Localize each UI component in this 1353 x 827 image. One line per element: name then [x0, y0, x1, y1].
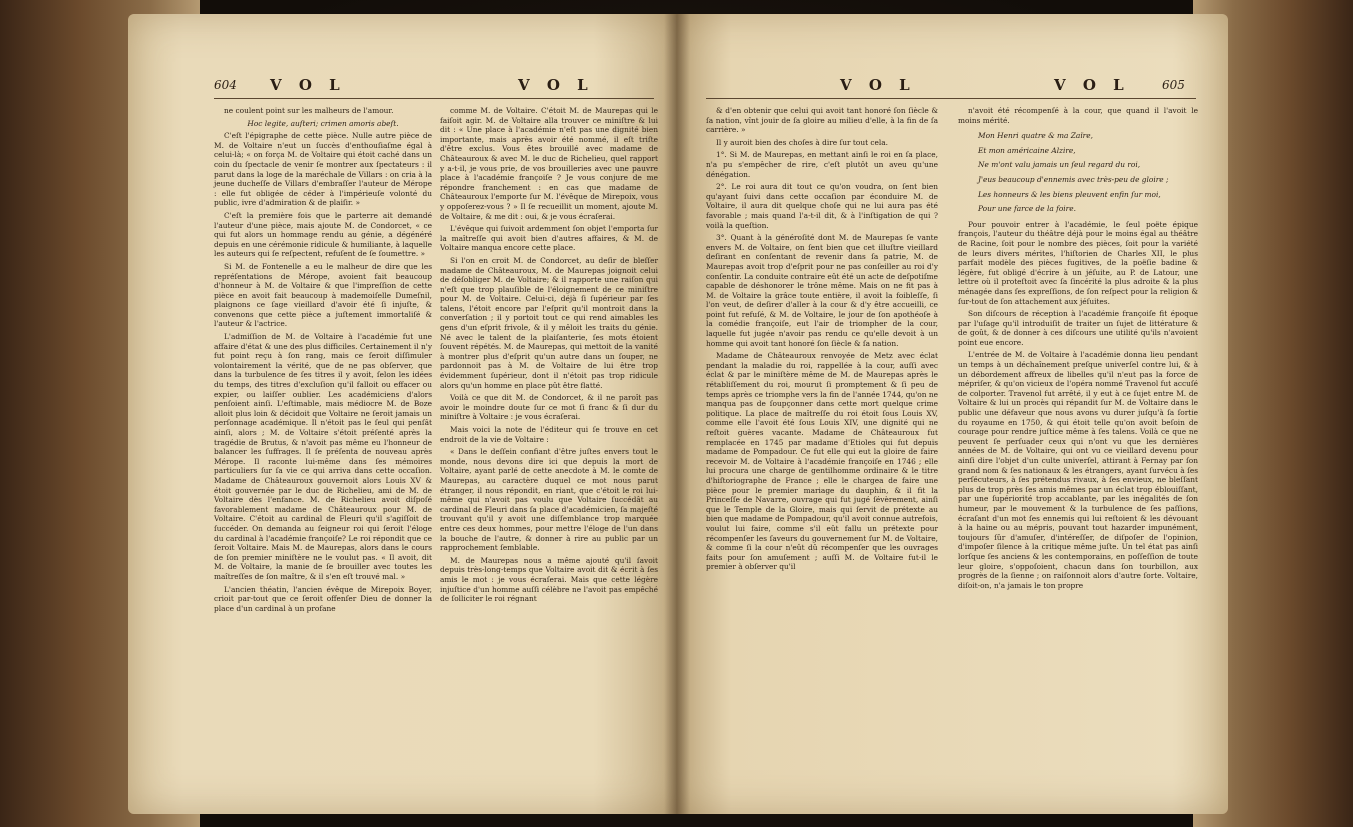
- paragraph: 3°. Quant à la généroſité dont M. de Maurepas ſe vante envers M. de Voltaire, on ſent bien que cet illuſtre vieillard deſirant en conſentant de revenir dans ſa patrie, M. de Maurepas avoit trop d'eſprit pour ne pas conſeiller au roi d'y conſentir. La conduite contraire eût été un acte de deſpotiſme capable de déshonorer le trône même. Mais on ne fit pas à M. de Voltaire la grâce toute entière, il avoit la foibleſſe, ſi l'on veut, de deſirer d'aller à la cour & d'y être accueilli, ce point fut refuſé, & M. de Voltaire, le jour de ſon apothéoſe à la comédie françoiſe, eut l'air de triompher de la cour, laquelle fut jugée n'avoir pas rendu ce qu'elle devoit à un homme qui avoit tant honoré ſon ſiècle & ſa nation.: [706, 233, 938, 348]
- paragraph: 1°. Si M. de Maurepas, en mettant ainſi le roi en ſa place, n'a pu s'empêcher de rire, c'eſt plutôt un aveu qu'une dénégation.: [706, 150, 938, 179]
- paragraph: L'entrée de M. de Voltaire à l'académie donna lieu pendant un temps à un déchaînement preſque univerſel contre lui, & à un débordement affreux de libelles qu'il n'eut pas la force de mépriſer, & qu'on vicieux de l'opéra nommé Travenol fut accuſé de colporter. Travenol fut arrêté, il y eut à ce ſujet entre M. de Voltaire & lui un procès qui répandit ſur M. de Voltaire dans le public une défaveur que nous avons vu durer juſqu'à ſa ſortie du royaume en 1750, & qui étoit telle qu'on avoit beſoin de courage pour rendre juſtice même à ſes talens. Voilà ce que ne peuvent ſe perſuader ceux qui n'ont vu que les dernières années de M. de Voltaire, qui ont vu ce vieillard devenu pour ainſi dire l'objet d'un culte univerſel, attirant à Fernay par ſon grand nom & ſes nationaux & les étrangers, ayant ſurvécu à ſes perſécuteurs, à ſes prétendus rivaux, à ſes envieux, ne bleſſant plus de trop près ſes amis mêmes par un éclat trop éblouiſſant, par une ſupériorité trop accablante, par les inégalités de ſon humeur, par le mouvement & la turbulence de ſes paſſions, écraſant d'un mot ſes ennemis qui lui reſtoient & les dévouant à la haine ou au mépris, pouvant tout hazarder impunément, toujours ſûr d'amuſer, d'intéreſſer, de diſpoſer de l'opinion, d'impoſer ſilence à la critique même juſte. Un tel état pas ainſi lorſque ſes anciens & les contemporains, en poſſeſſion de toute leur gloire, s'oppoſoient, chacun dans ſon tourbillon, aux progrès de la ſienne ; on raiſonnoit alors d'autre ſorte. Voltaire, diſoit-on, n'a jamais le ton propre: [958, 350, 1198, 590]
- paragraph: Madame de Châteauroux renvoyée de Metz avec éclat pendant la maladie du roi, rappellée à la cour, auſſi avec éclat & par le miniſtère même de M. de Maurepas après le rétabliſſement du roi, mourut ſi promptement & ſi peu de temps après ce triomphe vers la fin de l'année 1744, qu'on ne manqua pas de ſoupçonner dans cette mort quelque crime politique. La place de maîtreſſe du roi étoit ſous Louis XV, comme elle l'avoit été ſous Louis XIV, une dignité qui ne reſtoit guères vacante. Madame de Châteauroux fut remplacée en 1745 par madame d'Etioles qui fut depuis madame de Pompadour. Ce fut elle qui eut la gloire de faire recevoir M. de Voltaire à l'académie françoiſe en 1746 ; elle lui procura une charge de gentilhomme ordinaire & le titre d'hiſtoriographe de France ; elle le chargea de faire une pièce pour le premier mariage du dauphin, & il fit la Princeſſe de Navarre, ouvrage qui fut jugé ſévèrement, ainſi que le Temple de la Gloire, mais qui ſervit de prétexte au bien que madame de Pompadour, qu'il avoit connue autrefois, voulut lui faire, comme s'il eût fallu un prétexte pour récompenſer les ſaveurs du gouvernement ſur M. de Voltaire, & comme ſi la cour n'eût dû récompenſer que les ouvrages faits pour ſon amuſement ; auſſi M. de Voltaire fut-il le premier à obſerver qu'il: [706, 351, 938, 572]
- paragraph: « Dans le deſſein confiant d'être juſtes envers tout le monde, nous devons dire ici que depuis la mort de Voltaire, ayant parlé de cette anecdote à M. le comte de Maurepas, au caractère duquel ce mot nous parut étranger, il nous répondit, en riant, que c'étoit le roi lui-même qui n'avoit pas voulu que Voltaire ſuccédât au cardinal de Fleuri dans ſa place d'académicien, ſa majeſté trouvant qu'il y avoit une diſſemblance trop marquée entre ces deux hommes, pour mettre l'éloge de l'un dans la bouche de l'autre, & donner à rire au public par un rapprochement ſemblable.: [440, 447, 658, 553]
- paragraph: C'eſt la première fois que le parterre ait demandé l'auteur d'une pièce, mais ajoute M. de Condorcet, « ce qui fut alors un hommage rendu au génie, a dégénéré depuis en une cérémonie ridicule & humiliante, à laquelle les auteurs qui ſe reſpectent, refuſent de ſe ſoumettre. »: [214, 210, 432, 259]
- left-running-header-2: V O L: [518, 76, 594, 94]
- paragraph: C'eſt l'épigraphe de cette pièce. Nulle autre pièce de M. de Voltaire n'eut un ſuccès d'enthouſiaſme égal à celui-là; « on força M. de Voltaire qui étoit caché dans un coin du ſpectacle de venir ſe montrer aux ſpectateurs : il parut dans la loge de la maréchale de Villars : on cria à la jeune ducheſſe de Villars d'embraſſer l'auteur de Mérope : elle fut obligée de céder à l'impérieuſe volonté du public, ivre d'admiration & de plaiſir. »: [214, 131, 432, 208]
- paragraph: Si M. de Fontenelle a eu le malheur de dire que les repréſentations de Mérope, avoient fait beaucoup d'honneur à M. de Voltaire & que l'impreſſion de cette pièce en avoit fait beaucoup à mademoiſelle Dumeſnil, plaignons ce ſage vieillard d'avoir été ſi injuſte, & convenons que cette pièce a juſtement immortaliſé & l'auteur & l'actrice.: [214, 261, 432, 329]
- header-rule: [706, 98, 1196, 99]
- right-page: [676, 14, 1228, 814]
- verse-line: Mon Henri quatre & ma Zaïre,: [978, 131, 1093, 141]
- paragraph: M. de Maurepas nous a même ajouté qu'il ſavoit depuis très-long-temps que Voltaire avoit dit & écrit à ſes amis le mot : je vous écraſerai. Mais que cette légère injuſtice d'un homme auſſi célèbre ne l'avoit pas empêché de ſolliciter le roi régnant: [440, 555, 658, 604]
- verse-line: Les honneurs & les biens pleuvent enfin ſur moi,: [978, 189, 1161, 199]
- paragraph: n'avoit été récompenſé à la cour, que quand il l'avoit le moins mérité.: [958, 106, 1198, 125]
- paragraph: Pour pouvoir entrer à l'académie, le ſeul poëte épique françois, l'auteur du théâtre déjà pour le moins égal au théâtre de Racine, ſoit pour le nombre des pièces, ſoit pour la variété de leurs divers mérites, l'hiſtorien de Charles XII, le plus parfait modèle des pièces fugitives, de la poëſie badine & légère, fut obligé d'écrire à un jéſuite, au P. de Latour, une lettre où il proteſtoit avec ſa ſincérité la plus adroite & la plus ménagée dans ſes expreſſions, de ſon reſpect pour la religion & ſur-tout de ſon attachement aux jéſuites.: [958, 219, 1198, 306]
- verse-line: J'eus beaucoup d'ennemis avec très-peu de gloire ;: [978, 174, 1169, 184]
- left-page-number: 604: [214, 78, 237, 92]
- paragraph: Si l'on en croit M. de Condorcet, au deſir de bleſſer madame de Châteauroux, M. de Maurepas joignoit celui de déſobliger M. de Voltaire; & il rapporte une raiſon qui n'eſt que trop plauſible de l'éloignement de ce miniſtre pour M. de Voltaire. Celui-ci, déjà ſi ſupérieur par ſes talens, l'étoit encore par l'eſprit qu'il montroit dans la converſation ; il y portoit tout ce qui rend aimables les gens d'un eſprit frivole, & il y mêloit les traits du génie. Né avec le talent de la plaiſanterie, ſes mots étoient ſouvent répétés. M. de Maurepas, qui mettoit de la vanité à montrer plus d'eſprit qu'un autre dans un ſouper, ne pardonnoit pas à M. de Voltaire de lui être trop évidemment ſupérieur, dont il n'étoit pas trop ridicule alors qu'un homme en place pût être flatté.: [440, 255, 658, 390]
- right-column-1: [706, 106, 938, 575]
- book-gutter: [664, 14, 690, 814]
- paragraph: L'évêque qui ſuivoit ardemment ſon objet l'emporta ſur la maîtreſſe qui avoit bien d'autres affaires, & M. de Voltaire manqua encore cette place.: [440, 224, 658, 253]
- paragraph: Mais voici la note de l'éditeur qui ſe trouve en cet endroit de la vie de Voltaire :: [440, 425, 658, 444]
- paragraph: comme M. de Voltaire. C'étoit M. de Maurepas qui le faiſoit agir. M. de Voltaire alla trouver ce miniſtre & lui dit : « Une place à l'académie n'eſt pas une dignité bien importante, mais après avoir été nommé, il eſt triſte d'être exclus. Vous êtes brouillé avec madame de Châteauroux & avec M. le duc de Richelieu, quel rapport y a-t-il, je vous prie, de vos brouilleries avec une pauvre place à l'académie françoiſe ? Je vous conjure de me répondre franchement : en cas que madame de Châteauroux l'emporte ſur M. l'évêque de Mirepoix, vous y oppoſerez-vous ? » Il ſe recueillit un moment, ajoute M. de Voltaire, & me dit : oui, & je vous écraſerai.: [440, 106, 658, 221]
- verse-line: Pour une farce de la foire.: [978, 204, 1076, 214]
- header-rule: [214, 98, 654, 99]
- left-running-header-1: V O L: [270, 76, 346, 94]
- left-page: [128, 14, 676, 814]
- paragraph: & d'en obtenir que celui qui avoit tant honoré ſon ſiècle & ſa nation, vînt jouir de ſa gloire au milieu d'elle, à la fin de ſa carrière. »: [706, 106, 938, 135]
- paragraph: Il y auroit bien des choſes à dire ſur tout cela.: [716, 137, 889, 147]
- left-column-1: [214, 106, 432, 616]
- paragraph: 2°. Le roi aura dit tout ce qu'on voudra, on ſent bien qu'ayant ſuivi dans cette occaſion par éconduire M. de Voltaire, il aura dit quelque choſe qui ne lui aura pas été favorable ; mais quand l'a-t-il dit, & à l'inſtigation de qui ? voilà la queſtion.: [706, 182, 938, 230]
- verse-block: [978, 131, 1198, 214]
- paragraph: Son diſcours de réception à l'académie françoiſe fit époque par l'uſage qu'il introduiſit de traiter un ſujet de littérature & de goût, & de donner à ces diſcours une utilité qu'ils n'avoient point eue encore.: [958, 309, 1198, 347]
- paragraph: L'ancien théatin, l'ancien évêque de Mirepoix Boyer, crioit par-tout que ce ſeroit offenſer Dieu de donner la place d'un cardinal à un profane: [214, 584, 432, 613]
- verse-line: Ne m'ont valu jamais un ſeul regard du roi,: [978, 160, 1141, 170]
- epigraph: Hoc legite, auſteri; crimen amoris abeſt.: [247, 118, 399, 128]
- right-page-number: 605: [1162, 78, 1185, 92]
- right-running-header-1: V O L: [840, 76, 916, 94]
- left-column-2: [440, 106, 658, 607]
- paragraph: Voilà ce que dit M. de Condorcet, & il ne paroît pas avoir le moindre doute ſur ce mot ſi franc & ſi dur du miniſtre à Voltaire : je vous écraſerai.: [440, 393, 658, 422]
- paragraph: ne coulent point sur les malheurs de l'amour.: [224, 106, 394, 115]
- paragraph: L'admiſſion de M. de Voltaire à l'académie fut une affaire d'état & une des plus difficiles. Certainement il n'y fut point reçu à ſon rang, mais ce ſeroit diſſimuler volontairement la vérité, que de ne pas obſerver, que dans la turbulence de ſes titres il y avoit, ſelon les idées du temps, des titres d'excluſion qu'il falloit ou effacer ou expier, ou laiſſer oublier. Les académiciens d'alors penſoient ainſi. L'eſtimable, mais médiocre M. de Boze alloit plus loin & décidoit que Voltaire ne ſeroit jamais un perſonnage académique. Il n'étoit pas le ſeul qui penſât ainſi, alors ; M. de Voltaire s'étoit préſenté après la tragédie de Brutus, & n'avoit pas même eu l'honneur de balancer les ſuffrages. Il ſe préſenta de nouveau après Mérope. Il raconte lui-même dans ſes mémoires particuliers ſur ſa vie ce qui arriva dans cette occaſion. Madame de Châteauroux gouvernoit alors Louis XV & étoit gouvernée par le duc de Richelieu, ami de M. de Voltaire dès l'enfance. M. de Richelieu avoit diſpoſé favorablement madame de Châteauroux pour M. de Voltaire. C'étoit au cardinal de Fleuri qu'il s'agiſſoit de ſuccéder. On demanda au ſeigneur roi qui ſeroit l'éloge du cardinal à l'académie françoiſe? Le roi répondit que ce ſeroit Voltaire. Mais M. de Maurepas, alors dans le cours de ſon premier miniſtère ne le voulut pas. « Il avoit, dit M. de Voltaire, la manie de ſe brouiller avec toutes les maîtreſſes de ſon maître, & il s'en eſt trouvé mal. »: [214, 332, 432, 581]
- right-column-2: [958, 106, 1198, 593]
- right-running-header-2: V O L: [1054, 76, 1130, 94]
- verse-line: Et mon américaine Alzire,: [978, 145, 1076, 155]
